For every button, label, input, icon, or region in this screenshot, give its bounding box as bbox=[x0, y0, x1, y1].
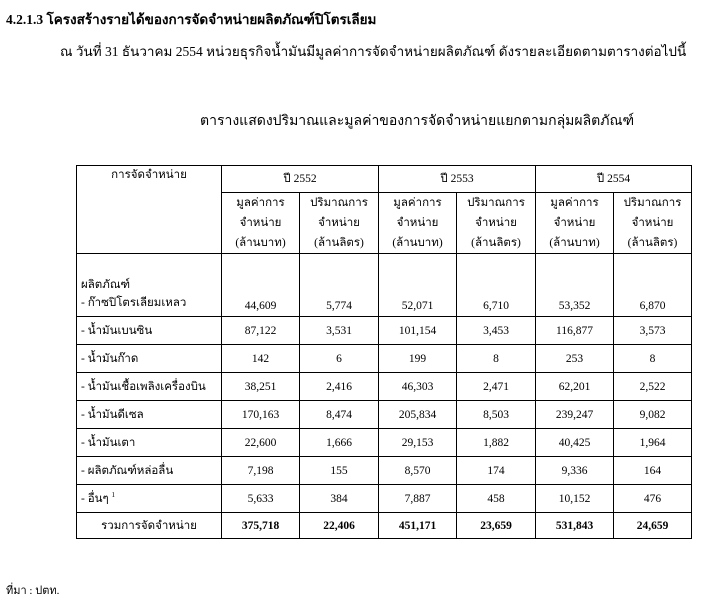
value-column-header: มูลค่าการ จำหน่าย (ล้านบาท) bbox=[379, 193, 457, 254]
value-cell: 101,154 bbox=[379, 317, 457, 345]
volume-column-header: ปริมาณการ จำหน่าย (ล้านลิตร) bbox=[614, 193, 692, 254]
table-row bbox=[77, 401, 692, 429]
group-label: ผลิตภัณฑ์ bbox=[81, 279, 131, 291]
product-name: - น้ำมันก๊าด bbox=[81, 352, 139, 365]
product-name: - น้ำมันเบนซิน bbox=[81, 324, 153, 337]
value-cell: 239,247 bbox=[536, 401, 614, 429]
total-value-cell: 531,843 bbox=[536, 513, 614, 539]
year-header: ปี 2554 bbox=[536, 166, 692, 193]
value-cell: 174 bbox=[457, 457, 536, 485]
product-label bbox=[77, 401, 222, 429]
product-name: - อื่นๆ bbox=[81, 492, 109, 505]
value-cell: 205,834 bbox=[379, 401, 457, 429]
value-cell: 476 bbox=[614, 485, 692, 513]
value-cell: 29,153 bbox=[379, 429, 457, 457]
product-label bbox=[77, 373, 222, 401]
value-cell: 8,570 bbox=[379, 457, 457, 485]
value-cell: 6 bbox=[300, 345, 379, 373]
value-cell: 8 bbox=[457, 345, 536, 373]
value-cell: 2,471 bbox=[457, 373, 536, 401]
product-name: - น้ำมันดีเซล bbox=[81, 408, 144, 421]
value-cell: 9,082 bbox=[614, 401, 692, 429]
value-cell: 38,251 bbox=[222, 373, 300, 401]
value-cell: 3,531 bbox=[300, 317, 379, 345]
total-value-cell: 22,406 bbox=[300, 513, 379, 539]
value-cell: 2,522 bbox=[614, 373, 692, 401]
product-label bbox=[77, 254, 222, 317]
value-cell: 2,416 bbox=[300, 373, 379, 401]
table-row bbox=[77, 457, 692, 485]
value-cell: 8 bbox=[614, 345, 692, 373]
table-row bbox=[77, 254, 692, 317]
value-cell: 458 bbox=[457, 485, 536, 513]
product-name: - ก๊าซปิโตรเลียมเหลว bbox=[81, 297, 187, 309]
value-cell: 170,163 bbox=[222, 401, 300, 429]
table-row bbox=[77, 345, 692, 373]
table-row bbox=[77, 485, 692, 513]
value-cell: 8,503 bbox=[457, 401, 536, 429]
value-cell: 87,122 bbox=[222, 317, 300, 345]
value-cell: 155 bbox=[300, 457, 379, 485]
value-cell: 1,964 bbox=[614, 429, 692, 457]
value-cell: 142 bbox=[222, 345, 300, 373]
product-name: - ผลิตภัณฑ์หล่อลื่น bbox=[81, 464, 174, 477]
value-cell: 22,600 bbox=[222, 429, 300, 457]
table-row bbox=[77, 317, 692, 345]
value-cell: 9,336 bbox=[536, 457, 614, 485]
table-caption: ตารางแสดงปริมาณและมูลค่าของการจัดจำหน่ายแยกตามกลุ่มผลิตภัณฑ์ bbox=[200, 114, 635, 129]
value-cell: 52,071 bbox=[379, 254, 457, 317]
total-value-cell: 23,659 bbox=[457, 513, 536, 539]
product-label bbox=[77, 429, 222, 457]
product-label bbox=[77, 345, 222, 373]
distribution-table bbox=[76, 165, 692, 539]
value-cell: 116,877 bbox=[536, 317, 614, 345]
intro-paragraph: ณ วันที่ 31 ธันวาคม 2554 หน่วยธุรกิจน้ำมันมีมูลค่าการจัดจำหน่ายผลิตภัณฑ์ ดังรายละเอียดตามตารางต่อไปนี้ bbox=[60, 44, 687, 59]
total-value-cell: 375,718 bbox=[222, 513, 300, 539]
value-cell: 40,425 bbox=[536, 429, 614, 457]
total-row bbox=[77, 513, 692, 539]
table-row bbox=[77, 373, 692, 401]
year-header: ปี 2553 bbox=[379, 166, 536, 193]
value-cell: 253 bbox=[536, 345, 614, 373]
volume-column-header: ปริมาณการ จำหน่าย (ล้านลิตร) bbox=[457, 193, 536, 254]
value-cell: 384 bbox=[300, 485, 379, 513]
product-label bbox=[77, 317, 222, 345]
value-cell: 164 bbox=[614, 457, 692, 485]
value-cell: 46,303 bbox=[379, 373, 457, 401]
section-heading: 4.2.1.3 โครงสร้างรายได้ของการจัดจำหน่ายผลิตภัณฑ์ปิโตรเลียม bbox=[6, 12, 377, 27]
product-label bbox=[77, 485, 222, 513]
product-name: - น้ำมันเตา bbox=[81, 436, 136, 449]
table-row bbox=[77, 429, 692, 457]
value-cell: 1,666 bbox=[300, 429, 379, 457]
product-label bbox=[77, 457, 222, 485]
value-cell: 10,152 bbox=[536, 485, 614, 513]
value-cell: 44,609 bbox=[222, 254, 300, 317]
value-cell: 5,774 bbox=[300, 254, 379, 317]
value-cell: 6,870 bbox=[614, 254, 692, 317]
value-cell: 5,633 bbox=[222, 485, 300, 513]
footnote-marker: 1 bbox=[111, 490, 116, 499]
value-column-header: มูลค่าการ จำหน่าย (ล้านบาท) bbox=[536, 193, 614, 254]
product-name: - น้ำมันเชื้อเพลิงเครื่องบิน bbox=[81, 380, 206, 393]
source-note: ที่มา : ปตท. bbox=[6, 585, 60, 597]
total-label: รวมการจัดจำหน่าย bbox=[77, 513, 222, 539]
year-header: ปี 2552 bbox=[222, 166, 379, 193]
value-cell: 8,474 bbox=[300, 401, 379, 429]
total-value-cell: 24,659 bbox=[614, 513, 692, 539]
value-cell: 3,453 bbox=[457, 317, 536, 345]
value-cell: 53,352 bbox=[536, 254, 614, 317]
value-column-header: มูลค่าการ จำหน่าย (ล้านบาท) bbox=[222, 193, 300, 254]
value-cell: 3,573 bbox=[614, 317, 692, 345]
value-cell: 7,887 bbox=[379, 485, 457, 513]
value-cell: 7,198 bbox=[222, 457, 300, 485]
value-cell: 6,710 bbox=[457, 254, 536, 317]
row-header: การจัดจำหน่าย bbox=[77, 166, 222, 254]
value-cell: 62,201 bbox=[536, 373, 614, 401]
total-value-cell: 451,171 bbox=[379, 513, 457, 539]
value-cell: 199 bbox=[379, 345, 457, 373]
value-cell: 1,882 bbox=[457, 429, 536, 457]
volume-column-header: ปริมาณการ จำหน่าย (ล้านลิตร) bbox=[300, 193, 379, 254]
